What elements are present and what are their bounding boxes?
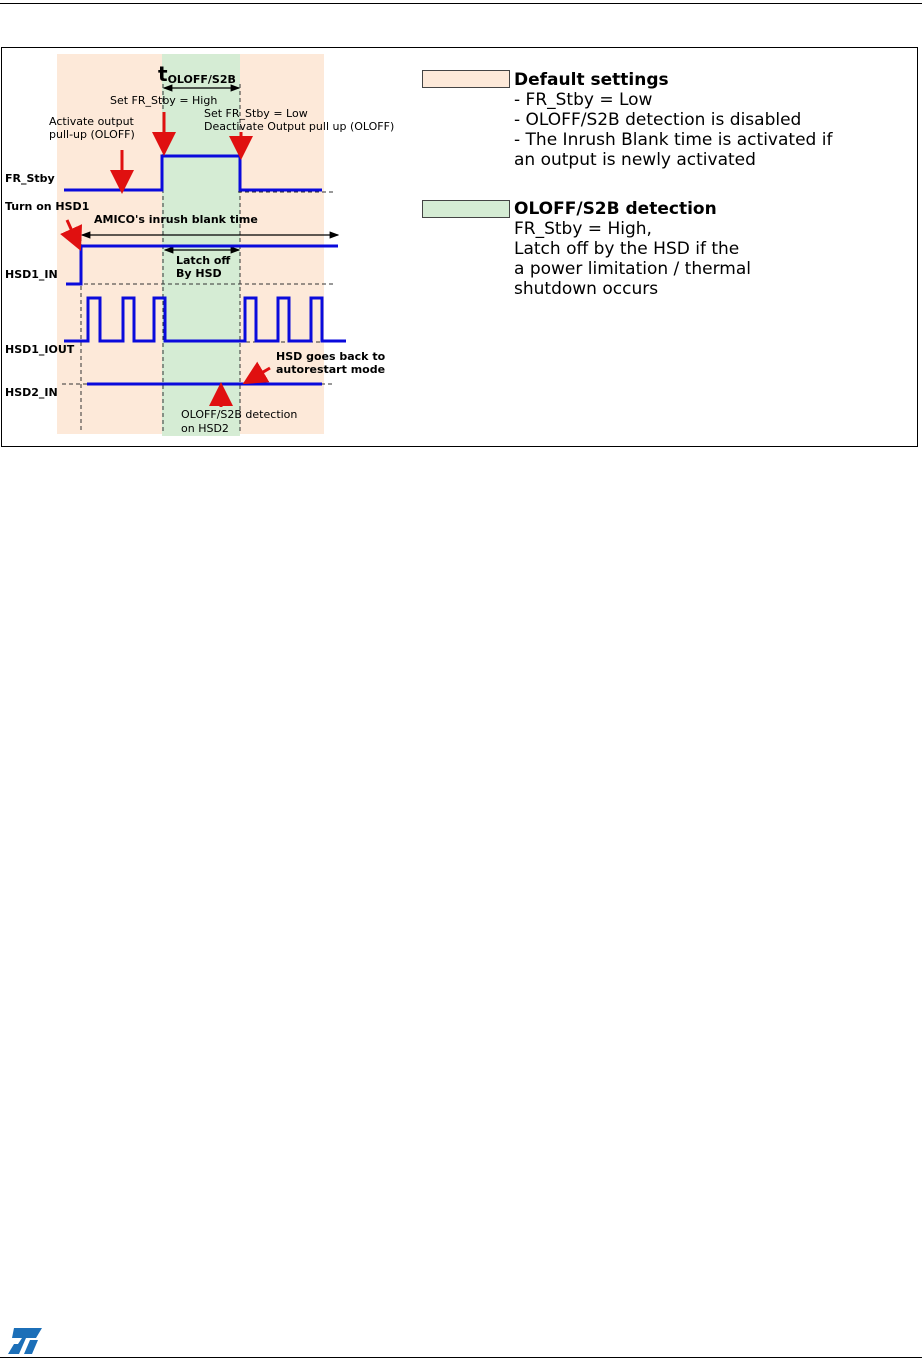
t-oloff-main: t bbox=[158, 62, 168, 86]
legend-detection-title: OLOFF/S2B detection bbox=[514, 199, 717, 219]
legend-detection-swatch bbox=[422, 200, 510, 218]
signal-label-hsd1-in: HSD1_IN bbox=[5, 268, 58, 281]
legend-default-title: Default settings bbox=[514, 70, 669, 90]
legend-default-swatch bbox=[422, 70, 510, 88]
legend-detection-line: a power limitation / thermal bbox=[514, 259, 751, 279]
timing-chart bbox=[2, 48, 917, 446]
legend-default-line: - OLOFF/S2B detection is disabled bbox=[514, 110, 802, 130]
label-set-high: Set FR_Stby = High bbox=[110, 94, 218, 107]
legend-default-line: - The Inrush Blank time is activated if bbox=[514, 130, 833, 150]
signal-label-hsd2-in: HSD2_IN bbox=[5, 386, 58, 399]
label-detection-hsd2-2: on HSD2 bbox=[181, 422, 229, 435]
t-oloff-sub: OLOFF/S2B bbox=[167, 73, 236, 86]
label-deactivate-pullup: Deactivate Output pull up (OLOFF) bbox=[204, 120, 395, 133]
label-hsd-back-1: HSD goes back to bbox=[276, 350, 386, 363]
signal-label-fr-stby: FR_Stby bbox=[5, 172, 55, 185]
label-set-low: Set FR_Stby = Low bbox=[204, 107, 308, 120]
label-hsd-back-2: autorestart mode bbox=[276, 363, 386, 376]
st-logo-icon bbox=[4, 1326, 44, 1360]
legend-detection-line: FR_Stby = High, bbox=[514, 219, 652, 239]
legend-detection-line: Latch off by the HSD if the bbox=[514, 239, 740, 259]
footer-rule bbox=[0, 1357, 922, 1358]
label-latch-off-2: By HSD bbox=[176, 267, 222, 280]
label-latch-off-1: Latch off bbox=[176, 254, 231, 267]
label-detection-hsd2-1: OLOFF/S2B detection bbox=[181, 408, 298, 421]
signal-label-hsd1-iout: HSD1_IOUT bbox=[5, 343, 75, 356]
legend-detection-line: shutdown occurs bbox=[514, 279, 659, 299]
label-turn-on-hsd1: Turn on HSD1 bbox=[5, 200, 90, 213]
legend-default-line: - FR_Stby = Low bbox=[514, 90, 653, 110]
legend-default-line: an output is newly activated bbox=[514, 150, 756, 170]
label-activate-pullup-1: Activate output bbox=[49, 115, 134, 128]
t-oloff-label bbox=[158, 62, 236, 86]
header-rule bbox=[0, 3, 922, 4]
timing-diagram bbox=[1, 47, 918, 447]
label-activate-pullup-2: pull-up (OLOFF) bbox=[49, 128, 135, 141]
label-inrush-blank: AMICO's inrush blank time bbox=[94, 213, 258, 226]
